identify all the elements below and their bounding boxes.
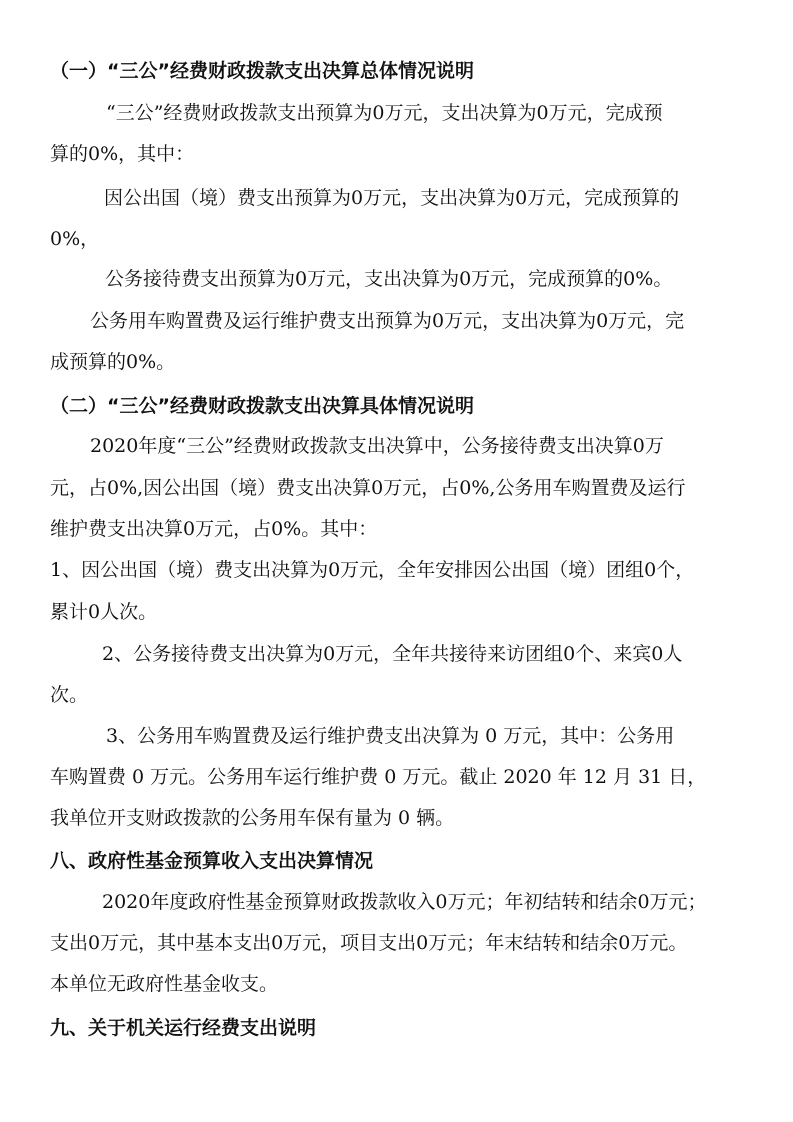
paragraph-line: 2020年度“三公”经费财政拨款支出决算中，公务接待费支出决算0万 xyxy=(90,435,664,457)
paragraph-line: 公务接待费支出预算为0万元，支出决算为0万元，完成预算的0%。 xyxy=(105,268,673,290)
paragraph-line: 元，占0%,因公出国（境）费支出决算0万元，占0%,公务用车购置费及运行 xyxy=(50,477,686,499)
paragraph-line: 本单位无政府性基金收支。 xyxy=(50,973,279,995)
paragraph-line: 2020年度政府性基金预算财政拨款收入0万元；年初结转和结余0万元； xyxy=(102,891,707,913)
paragraph-line: 车购置费 0 万元。公务用车运行维护费 0 万元。截止 2020 年 12 月 31 日， xyxy=(50,766,707,788)
paragraph-line: 0%， xyxy=(50,228,100,250)
section-heading-9: 九、关于机关运行经费支出说明 xyxy=(50,1017,317,1039)
paragraph-line: 维护费支出决算0万元，占0%。其中： xyxy=(50,518,378,540)
section-heading-2: （二）“三公”经费财政拨款支出决算具体情况说明 xyxy=(50,395,474,417)
paragraph-line: 成预算的0%。 xyxy=(50,351,176,373)
paragraph-line: 1、因公出国（境）费支出决算为0万元，全年安排因公出国（境）团组0个， xyxy=(50,559,695,581)
paragraph-line: 算的0%，其中： xyxy=(50,143,195,165)
paragraph-line: 2、公务接待费支出决算为0万元，全年共接待来访团组0个、来宾0人 xyxy=(102,643,683,665)
paragraph-line: 支出0万元，其中基本支出0万元，项目支出0万元；年末结转和结余0万元。 xyxy=(50,932,688,954)
paragraph-line: 累计0人次。 xyxy=(50,601,158,623)
paragraph-line: “三公”经费财政拨款支出预算为0万元，支出决算为0万元，完成预 xyxy=(106,102,663,124)
paragraph-line: 因公出国（境）费支出预算为0万元，支出决算为0万元，完成预算的 xyxy=(104,187,680,209)
paragraph-line: 3、公务用车购置费及运行维护费支出决算为 0 万元，其中：公务用 xyxy=(106,725,675,747)
section-heading-1: （一）“三公”经费财政拨款支出决算总体情况说明 xyxy=(50,60,474,82)
paragraph-line: 我单位开支财政拨款的公务用车保有量为 0 辆。 xyxy=(50,807,455,829)
paragraph-line: 公务用车购置费及运行维护费支出预算为0万元，支出决算为0万元，完 xyxy=(90,310,685,332)
section-heading-8: 八、政府性基金预算收入支出决算情况 xyxy=(50,850,374,872)
paragraph-line: 次。 xyxy=(50,684,89,706)
